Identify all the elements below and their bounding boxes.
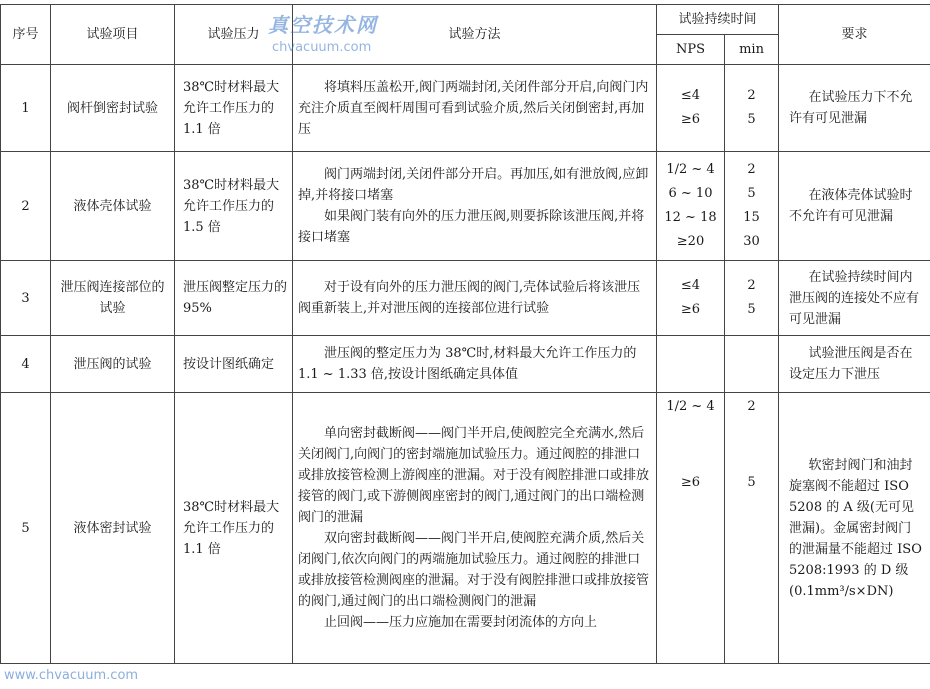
table-row [1,65,930,152]
watermark-url: chvacuum.com [272,40,372,55]
min-value: 2 [747,162,756,177]
nps-value: 6 ~ 10 [668,186,713,201]
min-value: 2 [747,278,756,293]
min-value: 5 [747,302,756,317]
row-requirement [779,152,930,261]
requirement-text: 在液体壳体试验时不允许有可见泄漏 [789,188,913,224]
table-row [1,261,930,336]
row-nps [657,65,725,152]
row-item: 液体密封试验 [51,393,175,664]
min-value: 2 [747,399,756,414]
header-min: min [725,35,779,65]
row-seq: 4 [1,336,51,393]
row-nps [657,393,725,664]
watermark-logo-text: 真空技术网 [268,13,378,37]
nps-value: 1/2 ~ 4 [666,162,715,177]
nps-value: ≥6 [680,302,701,317]
header-nps: NPS [657,35,725,65]
method-paragraph: 阀门两端封闭,关闭件部分开启。再加压,如有泄放阀,应卸掉,并将接口堵塞 [298,167,649,203]
row-min [725,65,779,152]
row-min [725,336,779,393]
nps-value: ≥20 [676,234,705,249]
row-item: 泄压阀的试验 [51,336,175,393]
row-min [725,261,779,336]
row-item: 阀杆倒密封试验 [51,65,175,152]
table-row [1,336,930,393]
header-item: 试验项目 [51,5,175,65]
method-paragraph: 将填料压盖松开,阀门两端封闭,关闭件部分开启,向阀门内充注介质直至阀杆周围可看到试验介质,然后关闭倒密封,再加压 [298,79,649,137]
row-min [725,152,779,261]
min-value: 5 [747,186,756,201]
requirement-text: 试验泄压阀是否在设定压力下泄压 [789,346,913,382]
row-method [293,393,657,664]
nps-value: ≤4 [680,88,701,103]
method-paragraph: 对于设有向外的压力泄压阀的阀门,壳体试验后将该泄压阀重新装上,并对泄压阀的连接部位进行试验 [298,280,641,316]
row-requirement [779,393,930,664]
nps-value: 12 ~ 18 [664,210,717,225]
row-nps [657,261,725,336]
row-pressure: 38℃时材料最大允许工作压力的 1.1 倍 [175,393,293,664]
header-seq: 序号 [1,5,51,65]
min-value: 5 [747,475,756,490]
row-method [293,65,657,152]
watermark-bottom-url: www.chvacuum.com [4,668,139,683]
row-method [293,152,657,261]
row-method [293,261,657,336]
row-method [293,336,657,393]
table-row [1,393,930,664]
min-value: 2 [747,88,756,103]
min-value: 30 [743,234,760,249]
requirement-text: 软密封阀门和油封旋塞阀不能超过 ISO 5208 的 A 级(无可见泄漏)。金属密封阀门的泄漏量不能超过 ISO 5208:1993 的 D 级(0.1mm³/s×DN) [789,457,922,599]
row-item: 泄压阀连接部位的试验 [51,261,175,336]
row-seq: 1 [1,65,51,152]
row-pressure: 38℃时材料最大允许工作压力的 1.5 倍 [175,152,293,261]
nps-value: ≥6 [680,475,701,490]
header-duration: 试验持续时间 [657,5,779,35]
method-paragraph: 泄压阀的整定压力为 38℃时,材料最大允许工作压力的 1.1 ~ 1.33 倍,按设计图纸确定具体值 [298,346,637,382]
row-requirement [779,336,930,393]
method-paragraph: 止回阀——压力应施加在需要封闭流体的方向上 [324,615,598,630]
test-specification-table [0,4,930,664]
min-value: 5 [747,112,756,127]
row-seq: 5 [1,393,51,664]
header-pressure: 试验压力 [175,5,293,65]
row-pressure: 38℃时材料最大允许工作压力的 1.1 倍 [175,65,293,152]
row-seq: 2 [1,152,51,261]
row-pressure: 按设计图纸确定 [175,336,293,393]
method-paragraph: 单向密封截断阀——阀门半开启,使阀腔完全充满水,然后关闭阀门,向阀门的密封端施加试验压力。通过阀腔的排泄口或排放接管检测上游阀座的泄漏。对于没有阀腔排泄口或排放接管的阀门,或下游侧阀座密封的阀门,通过阀门的出口端检测阀门的泄漏 [298,426,650,525]
row-nps [657,152,725,261]
requirement-text: 在试验持续时间内泄压阀的连接处不应有可见泄漏 [789,269,920,327]
row-requirement [779,261,930,336]
table-row [1,152,930,261]
requirement-text: 在试验压力下不允许有可见泄漏 [789,90,913,126]
nps-value: ≥6 [680,112,701,127]
min-value: 15 [743,210,760,225]
nps-value: ≤4 [680,278,701,293]
method-paragraph: 双向密封截断阀——阀门半开启,使阀腔充满介质,然后关闭阀门,依次向阀门的两端施加试验压力。通过阀腔的排泄口或排放接管检测阀座的泄漏。对于没有阀腔排泄口或排放接管的阀门,通过阀门的出口端检测阀门的泄漏 [298,531,650,609]
row-item: 液体壳体试验 [51,152,175,261]
method-paragraph: 如果阀门装有向外的压力泄压阀,则要拆除该泄压阀,并将接口堵塞 [298,209,645,245]
row-nps [657,336,725,393]
header-requirement: 要求 [779,5,930,65]
row-seq: 3 [1,261,51,336]
row-pressure: 泄压阀整定压力的 95% [175,261,293,336]
row-requirement [779,65,930,152]
header-method: 试验方法 [293,5,657,65]
nps-value: 1/2 ~ 4 [666,399,715,414]
row-min [725,393,779,664]
